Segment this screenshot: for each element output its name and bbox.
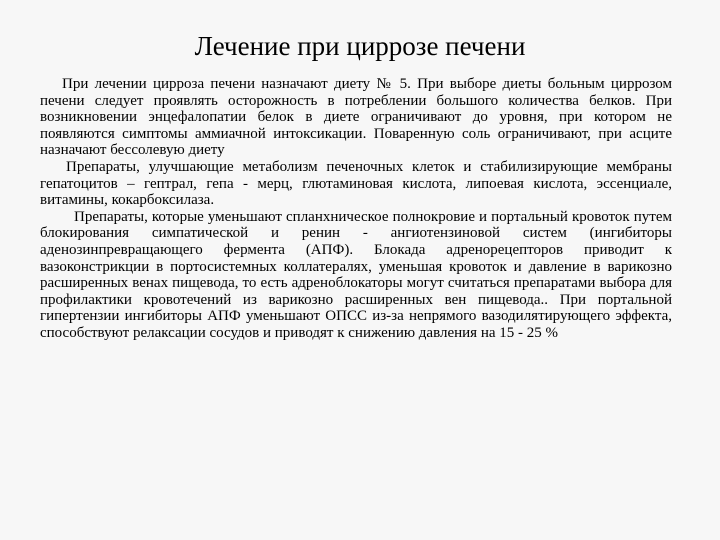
paragraph-portal-hypertension: Препараты, которые уменьшают спланхническое полнокровие и портальный кровоток путем блокирования симпатической и ренин - ангиотензиновой систем (ингибиторы аденозинпревращающего фермента (АПФ). Блокада адренорецепторов приводит к вазоконстрикции в портосистемных коллатералях, уменьшая кровоток и давление в варикозно расширенных венах пищевода, то есть адреноблокаторы могут считаться препаратами выбора для профилактики кровотечений из варикозно расширенных вен пищевода.. При портальной гипертензии ингибиторы АПФ уменьшают ОПСС из-за непрямого вазодилятирующего эффекта, способствуют релаксации сосудов и приводят к снижению давления на 15 - 25 % <box>40 208 672 341</box>
paragraph-hepatoprotectors: Препараты, улучшающие метаболизм печеночных клеток и стабилизирующие мембраны гепатоцитов – гептрал, гепа - мерц, глютаминовая кислота, липоевая кислота, эссенциале, витамины, кокарбоксилаза. <box>40 158 672 209</box>
paragraph-diet: При лечении цирроза печени назначают диету № 5. При выборе диеты больным циррозом печени следует проявлять осторожность в потреблении большого количества белков. При возникновении энцефалопатии белок в диете ограничивают до уровня, при котором не появляются симптомы аммиачной интоксикации. Поваренную соль ограничивают, при асците назначают бессолевую диету <box>40 76 672 159</box>
slide-body <box>40 76 672 342</box>
slide-title: Лечение при циррозе печени <box>194 31 526 61</box>
